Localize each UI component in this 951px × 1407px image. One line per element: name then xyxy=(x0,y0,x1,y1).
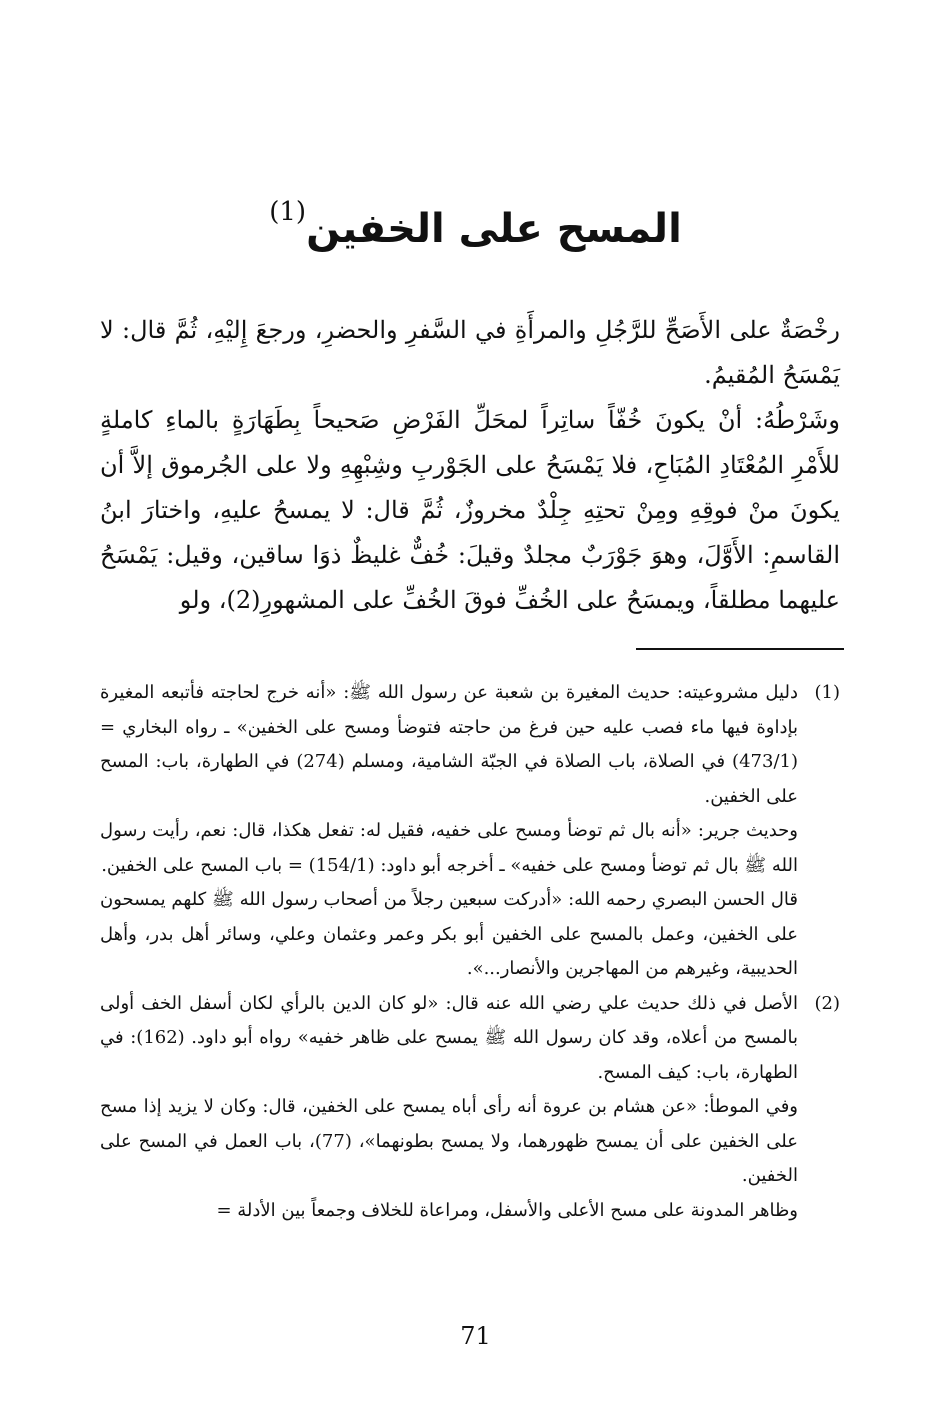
footnote-body xyxy=(100,987,798,1229)
footnote-separator xyxy=(636,648,844,650)
footnote-paragraph: الأصل في ذلك حديث علي رضي الله عنه قال: «لو كان الدين بالرأي لكان أسفل الخف أولى بالمسح من أعلاه، وقد كان رسول الله ﷺ يمسح على ظاهر خفيه» رواه أبو داود. (162): في الطهارة، باب: كيف المسح. xyxy=(100,992,798,1083)
chapter-title-text: المسح على الخفين xyxy=(306,206,682,252)
footnote-paragraph: وظاهر المدونة على مسح الأعلى والأسفل، ومراعاة للخلاف وجمعاً بين الأدلة = xyxy=(216,1199,798,1221)
footnote-paragraph: دليل مشروعيته: حديث المغيرة بن شعبة عن رسول الله ﷺ: «أنه خرج لحاجته فأتبعه المغيرة بإداوة فيها ماء فصب عليه حين فرغ من حاجته فتوضأ ومسح على الخفين» ـ رواه البخاري = (473/1) في الصلاة، باب الصلاة في الجبّة الشامية، ومسلم (274) في الطهارة، باب: المسح على الخفين. xyxy=(100,682,798,807)
main-paragraph: رخْصَةٌ على الأَصَحِّ للرَّجُلِ والمرأَةِ في السَّفرِ والحضرِ، ورجعَ إِليْهِ، ثُمَّ قال: لا يَمْسَحُ المُقيمُ. xyxy=(100,316,840,389)
footnote-body xyxy=(100,676,798,987)
footnote-paragraph: قال الحسن البصري رحمه الله: «أدركت سبعين رجلاً من أصحاب رسول الله ﷺ كلهم يمسحون على الخفين، وعمل بالمسح على الخفين أبو بكر وعمر وعثمان وعلي، وسائر أهل بدر، وأهل الحديبية، وغيرهم من المهاجرين والأنصار...». xyxy=(100,889,798,979)
footnote-number: (2) xyxy=(814,992,840,1014)
footnote-paragraph: وحديث جرير: «أنه بال ثم توضأ ومسح على خفيه، فقيل له: تفعل هكذا، قال: نعم، رأيت رسول الله ﷺ بال ثم توضأ ومسح على خفيه» ـ أخرجه أبو داود: (154/1) = باب المسح على الخفين. xyxy=(100,820,798,876)
footnote-number: (1) xyxy=(814,682,840,703)
footnote-2 xyxy=(100,987,840,1229)
footnote-paragraph: وفي الموطأ: «عن هشام بن عروة أنه رأى أباه يمسح على الخفين، قال: وكان لا يزيد إذا مسح على الخفين على أن يمسح ظهورهما، ولا يمسح بطونهما»، (77)، باب العمل في المسح على الخفين. xyxy=(100,1096,799,1186)
title-footnote-marker: (1) xyxy=(269,197,307,227)
main-text xyxy=(100,308,840,623)
footnote-1 xyxy=(100,676,840,987)
main-paragraph: وشَرْطُهُ: أنْ يكونَ خُفّاً ساتِراً لمحَلِّ الفَرْضِ صَحيحاً بِطَهَارَةٍ بالماءِ كاملةٍ للأَمْرِ المُعْتَادِ المُبَاحِ، فلا يَمْسَحُ على الجَوْربِ وشِبْهِهِ ولا على الجُرموق إلاَّ أن يكونَ منْ فوقِهِ ومِنْ تحتِهِ جِلْدٌ مخروزٌ، ثُمَّ قال: لا يمسحُ عليهِ، واختارَ ابنُ القاسمِ: الأَوَّلَ، وهوَ جَوْرَبٌ مجلدٌ وقيلَ: خُفٌّ غليظٌ ذوَا ساقين، وقيل: يَمْسَحُ عليهما مطلقاً، ويمسَحُ على الخُفِّ فوقَ الخُفِّ على المشهورِ(2)، ولو xyxy=(100,406,841,614)
page-number: 71 xyxy=(460,1322,491,1350)
footnotes-section xyxy=(100,676,840,1228)
chapter-title xyxy=(0,182,951,259)
